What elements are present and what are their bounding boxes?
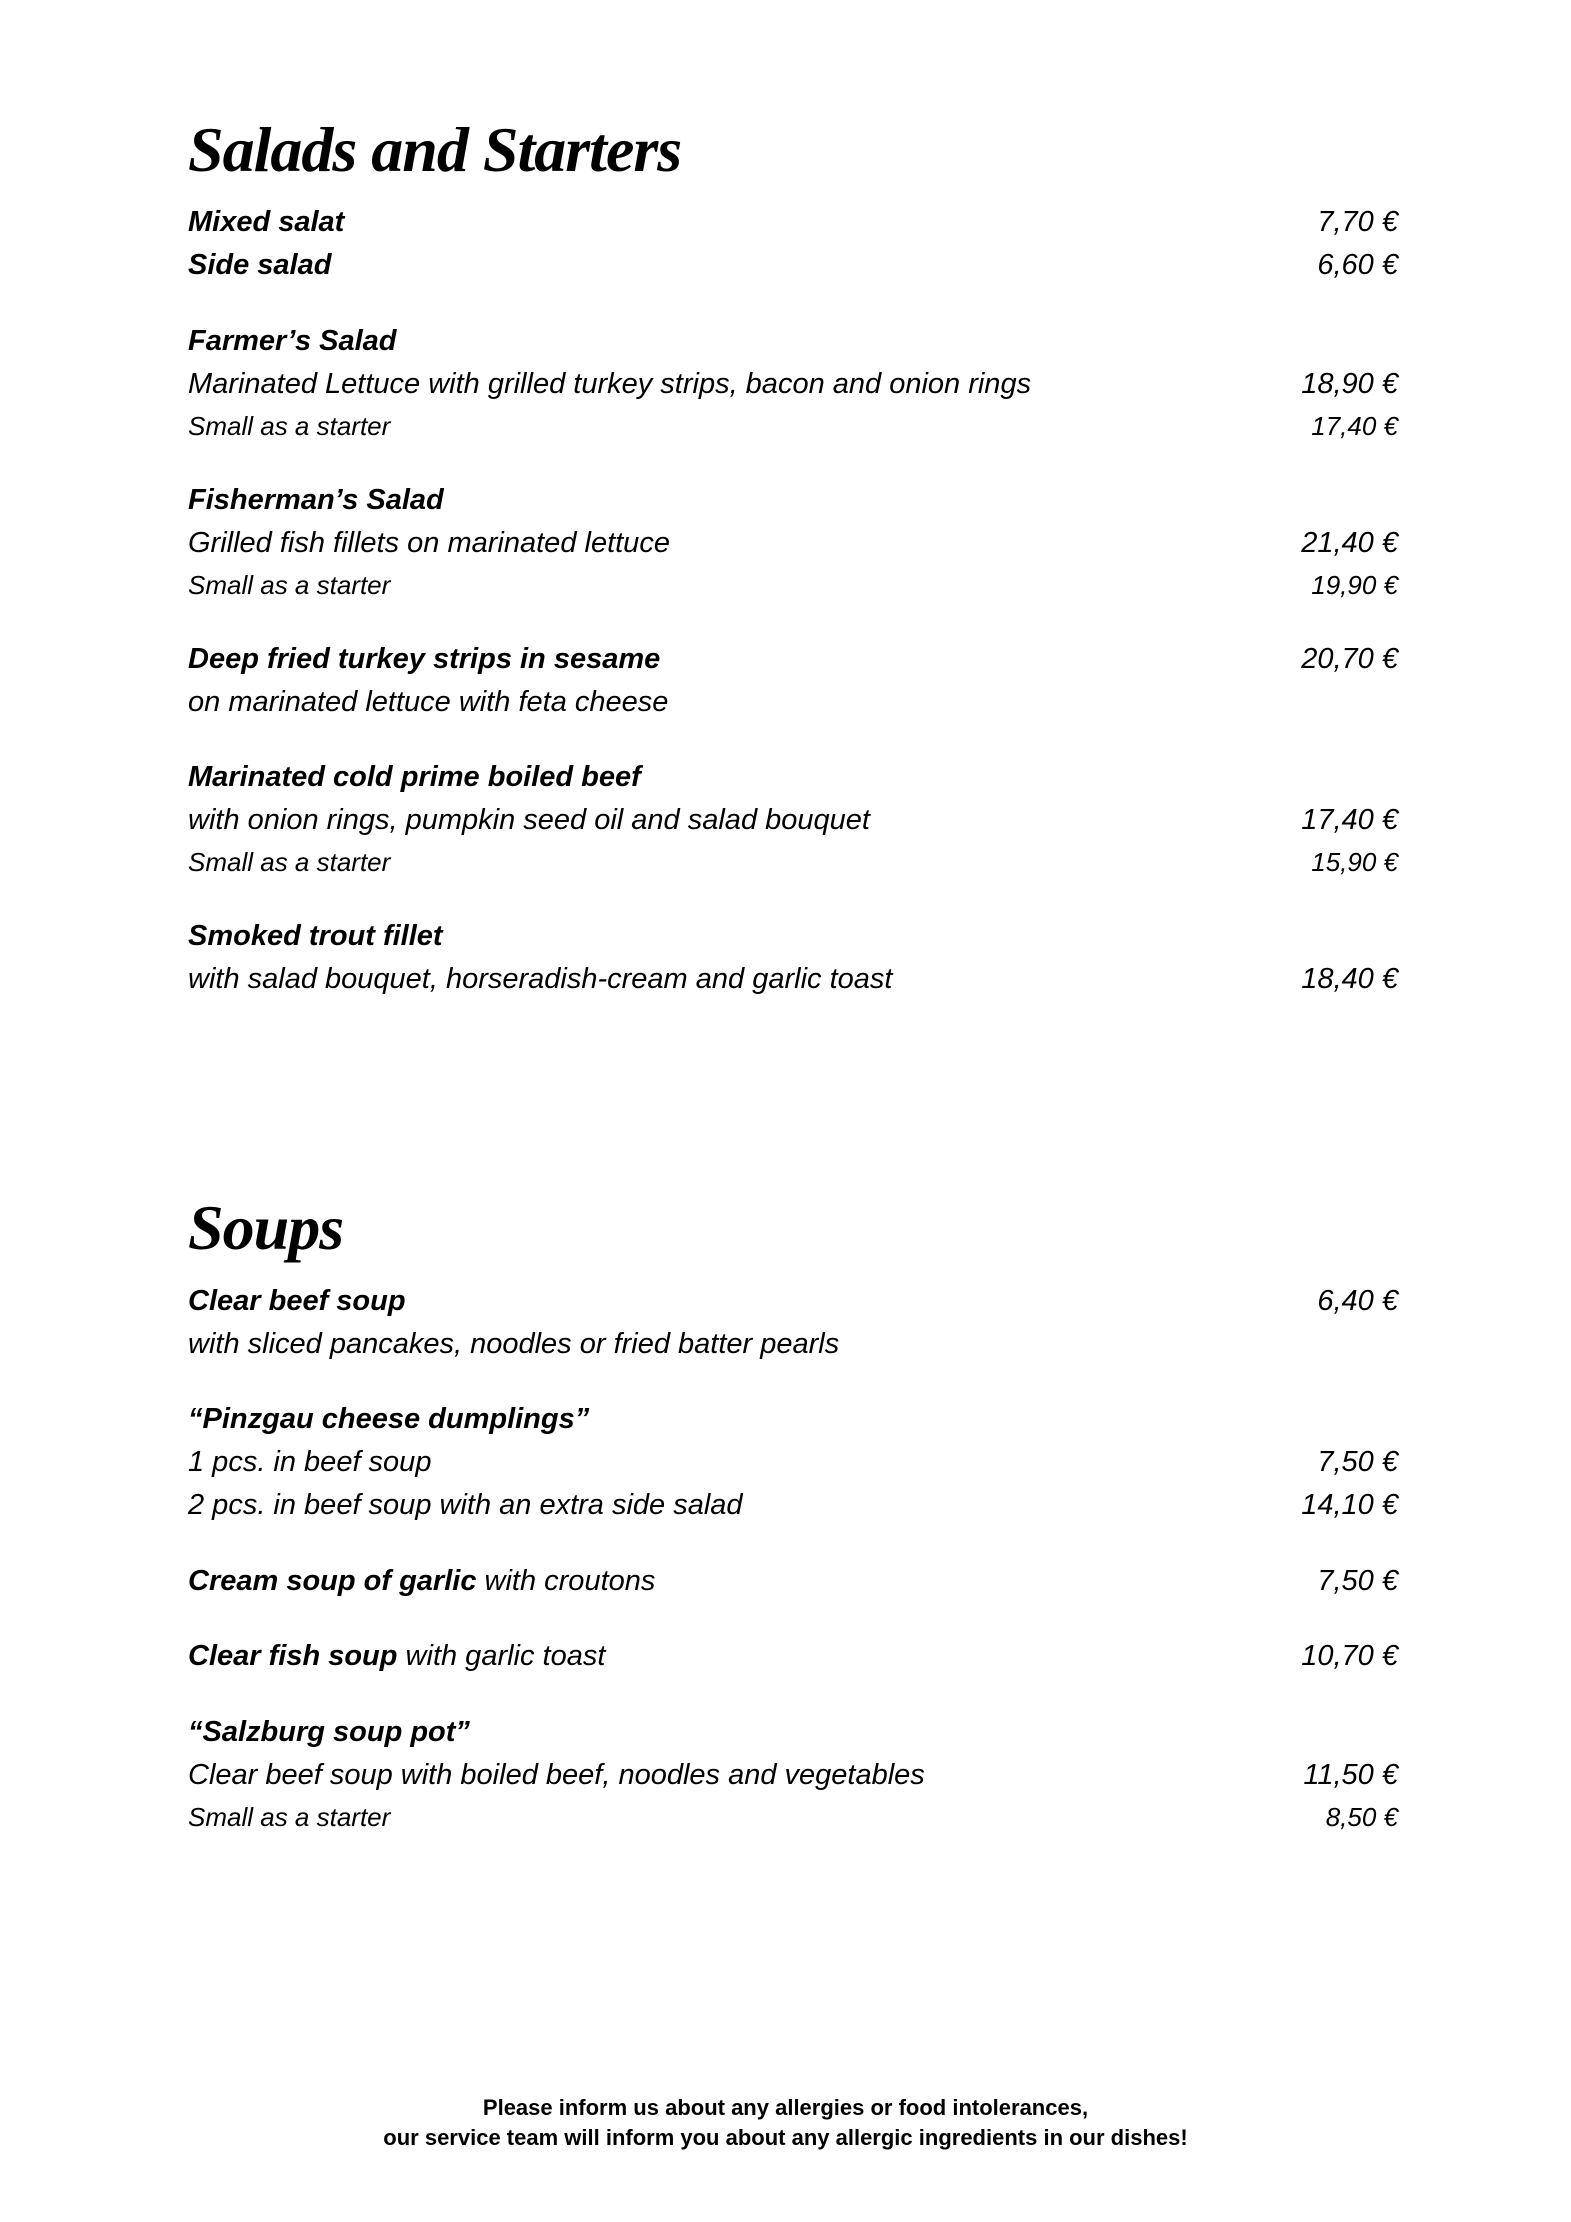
item-desc: with onion rings, pumpkin seed oil and salad bouquet [188,804,870,836]
item-price: 21,40 € [1301,527,1398,559]
menu-item-mixed-salat [188,206,1398,239]
menu-item-farmers-salad [188,325,1398,358]
item-desc: with salad bouquet, horseradish-cream and garlic toast [188,963,893,995]
item-name-group [188,1640,605,1673]
menu-item-boiled-beef [188,761,1398,794]
item-desc: Grilled fish fillets on marinated lettuce [188,527,670,559]
item-name: Clear fish soup [188,1640,398,1672]
item-price: 6,60 € [1317,249,1398,281]
item-price: 7,70 € [1317,206,1398,238]
menu-item-fishermans-small [188,570,1398,601]
item-name: Clear beef soup [188,1285,406,1317]
item-name: Mixed salat [188,206,345,238]
menu-item-fishermans-desc [188,527,1398,560]
item-desc: Clear beef soup with boiled beef, noodles and vegetables [188,1759,925,1791]
item-name: Fisherman’s Salad [188,484,444,516]
item-option-label: 2 pcs. in beef soup with an extra side salad [188,1489,743,1521]
menu-item-turkey-sesame [188,643,1398,676]
item-price: 18,40 € [1301,963,1398,995]
item-option-label: 1 pcs. in beef soup [188,1446,432,1478]
item-small-price: 8,50 € [1325,1802,1398,1832]
item-name: Deep fried turkey strips in sesame [188,643,661,675]
item-price: 7,50 € [1317,1565,1398,1597]
menu-item-trout-desc [188,963,1398,996]
menu-item-salzburg-small [188,1802,1398,1833]
item-option-price: 7,50 € [1317,1446,1398,1478]
item-price: 17,40 € [1301,804,1398,836]
item-small-price: 15,90 € [1311,847,1398,877]
menu-item-turkey-sesame-desc [188,686,1398,719]
item-small-label: Small as a starter [188,570,391,600]
menu-item-dumplings-option-2 [188,1489,1398,1522]
item-small-label: Small as a starter [188,411,391,441]
item-name: “Salzburg soup pot” [188,1716,470,1748]
menu-item-boiled-beef-desc [188,804,1398,837]
allergy-notice-line-2: our service team will inform you about any allergic ingredients in our dishes! [383,2125,1188,2150]
menu-item-fish-soup [188,1640,1398,1673]
allergy-notice [0,2093,1571,2153]
menu-item-side-salad [188,249,1398,282]
item-name-group [188,1565,655,1598]
menu-item-boiled-beef-small [188,847,1398,878]
item-price: 10,70 € [1301,1640,1398,1672]
item-name: Smoked trout fillet [188,920,443,952]
menu-item-cheese-dumplings [188,1403,1398,1436]
item-small-label: Small as a starter [188,847,391,877]
section-title-salads: Salads and Starters [188,114,682,185]
item-small-price: 19,90 € [1311,570,1398,600]
menu-item-salzburg-soup-pot [188,1716,1398,1749]
section-title-soups: Soups [188,1192,344,1263]
item-name: Cream soup of garlic [188,1565,477,1597]
menu-item-trout [188,920,1398,953]
item-desc: with sliced pancakes, noodles or fried batter pearls [188,1328,840,1360]
item-option-price: 14,10 € [1301,1489,1398,1521]
item-desc: on marinated lettuce with feta cheese [188,686,669,718]
item-price: 11,50 € [1303,1759,1398,1791]
menu-item-clear-beef-desc [188,1328,1398,1361]
menu-item-farmers-desc [188,368,1398,401]
menu-item-salzburg-desc [188,1759,1398,1792]
item-name: Marinated cold prime boiled beef [188,761,641,793]
item-name: “Pinzgau cheese dumplings” [188,1403,590,1435]
item-desc: with croutons [476,1565,656,1597]
menu-item-garlic-soup [188,1565,1398,1598]
menu-item-fishermans-salad [188,484,1398,517]
item-small-price: 17,40 € [1311,411,1398,441]
item-small-label: Small as a starter [188,1802,391,1832]
item-price: 18,90 € [1301,368,1398,400]
item-desc: with garlic toast [397,1640,606,1672]
menu-item-clear-beef-soup [188,1285,1398,1318]
allergy-notice-line-1: Please inform us about any allergies or food intolerances, [482,2095,1089,2120]
item-name: Farmer’s Salad [188,325,397,357]
menu-item-farmers-small [188,411,1398,442]
item-desc: Marinated Lettuce with grilled turkey strips, bacon and onion rings [188,368,1032,400]
item-price: 20,70 € [1301,643,1398,675]
item-name: Side salad [188,249,332,281]
menu-item-dumplings-option-1 [188,1446,1398,1479]
item-price: 6,40 € [1317,1285,1398,1317]
